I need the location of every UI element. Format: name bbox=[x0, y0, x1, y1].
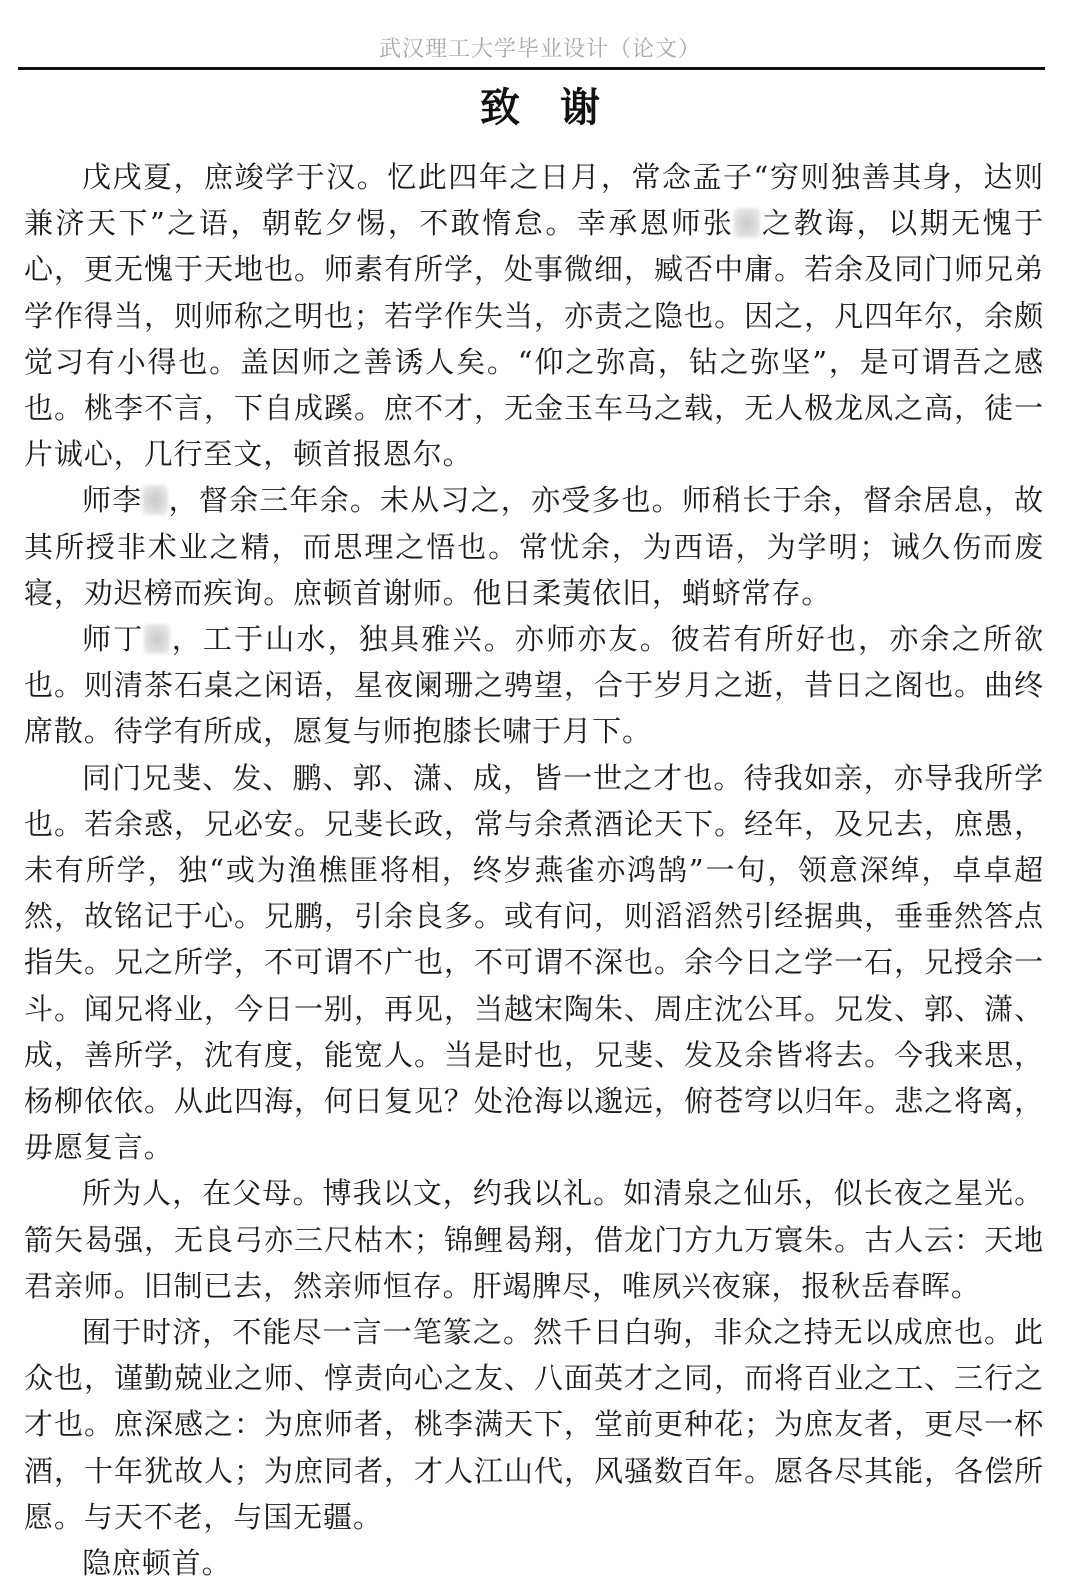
title-char-2: 谢 bbox=[560, 85, 600, 131]
redacted-name bbox=[142, 485, 168, 515]
paragraph-text: ，工于山水，独具雅兴。亦师亦友。彼若有所好也，亦余之所欲也。则清茶石桌之闲语，星夜阑珊之骋望，合于岁月之逝，昔日之阁也。曲终席散。待学有所成，愿复与师抱膝长啸于月下。 bbox=[24, 622, 1044, 749]
redacted-name bbox=[144, 624, 170, 654]
paragraph-text: 之教诲，以期无愧于心，更无愧于天地也。师素有所学，处事微细，臧否中庸。若余及同门师兄弟学作得当，则师称之明也；若学作失当，亦责之隐也。因之，凡四年尔，余颇觉习有小得也。盖因师之善诱人矣。“仰之弥高，钻之弥坚”，是可谓吾之感也。桃李不言，下自成蹊。庶不才，无金玉车马之载，无人极龙凤之高，徒一片诚心，几行至文，顿首报恩尔。 bbox=[24, 206, 1044, 472]
paragraph-text: 同门兄斐、发、鹏、郭、潇、成，皆一世之才也。待我如亲，亦导我所学也。若余惑，兄必安。兄斐长政，常与余煮酒论天下。经年，及兄去，庶愚，未有所学，独“或为渔樵匪将相，终岁燕雀亦鸿鹄”一句，领意深绰，卓卓超然，故铭记于心。兄鹏，引余良多。或有问，则滔滔然引经据典，垂垂然答点指失。兄之所学，不可谓不广也，不可谓不深也。余今日之学一石，兄授余一斗。闻兄将业，今日一别，再见，当越宋陶朱、周庄沈公耳。兄发、郭、潇、成，善所学，沈有度，能宽人。当是时也，兄斐、发及余皆将去。今我来思，杨柳依依。从此四海，何日复见？处沧海以邈远，俯苍穹以归年。悲之将离，毋愿复言。 bbox=[24, 760, 1044, 1165]
paragraph-text: 囿于时济，不能尽一言一笔篆之。然千日白驹，非众之持无以成庶也。此众也，谨勤兢业之师、惇责向心之友、八面英才之同，而将百业之工、三行之才也。庶深感之：为庶师者，桃李满天下，堂前更种花；为庶友者，更尽一杯酒，十年犹故人；为庶同者，才人江山代，风骚数百年。愿各尽其能，各偿所愿。与天不老，与国无疆。 bbox=[24, 1315, 1044, 1534]
header-divider bbox=[18, 67, 1045, 70]
title-char-1: 致 bbox=[480, 85, 520, 131]
page-title bbox=[0, 82, 1080, 134]
acknowledgement-body bbox=[24, 154, 1044, 1586]
paragraph-text: 所为人，在父母。博我以文，约我以礼。如清泉之仙乐，似长夜之星光。箭矢曷强，无良弓亦三尺枯木；锦鲤曷翔，借龙门方九万寰朱。古人云：天地君亲师。旧制已去，然亲师恒存。肝竭脾尽，唯夙兴夜寐，报秋岳春晖。 bbox=[24, 1176, 1044, 1303]
paragraph-advisor-zhang bbox=[24, 154, 1044, 477]
paragraph-classmates bbox=[24, 755, 1044, 1171]
redacted-name bbox=[734, 208, 760, 238]
paragraph-signature bbox=[24, 1540, 1044, 1586]
paragraph-text: 师李 bbox=[82, 483, 143, 518]
paragraph-text: 戊戌夏，庶竣学于汉。忆此四年之日月，常念孟子“穷则独善其身，达则兼济天下”之语，朝乾夕惕，不敢惰怠。幸承恩师张 bbox=[24, 160, 1044, 241]
paragraph-text: 师丁 bbox=[82, 622, 145, 657]
paragraph-parents bbox=[24, 1170, 1044, 1309]
paragraph-teacher-li bbox=[24, 477, 1044, 616]
running-header: 武汉理工大学毕业设计（论文） bbox=[378, 37, 701, 62]
signature-text: 隐庶顿首。 bbox=[82, 1546, 232, 1581]
paragraph-teacher-ding bbox=[24, 616, 1044, 755]
paragraph-closing-thanks bbox=[24, 1309, 1044, 1540]
paragraph-text: ，督余三年余。未从习之，亦受多也。师稍长于余，督余居息，故其所授非术业之精，而思理之悟也。常忧余，为西语，为学明；诫久伤而废寝，劝迟榜而疾询。庶顿首谢师。他日柔荑依旧，蛸蛴常存。 bbox=[24, 483, 1044, 610]
